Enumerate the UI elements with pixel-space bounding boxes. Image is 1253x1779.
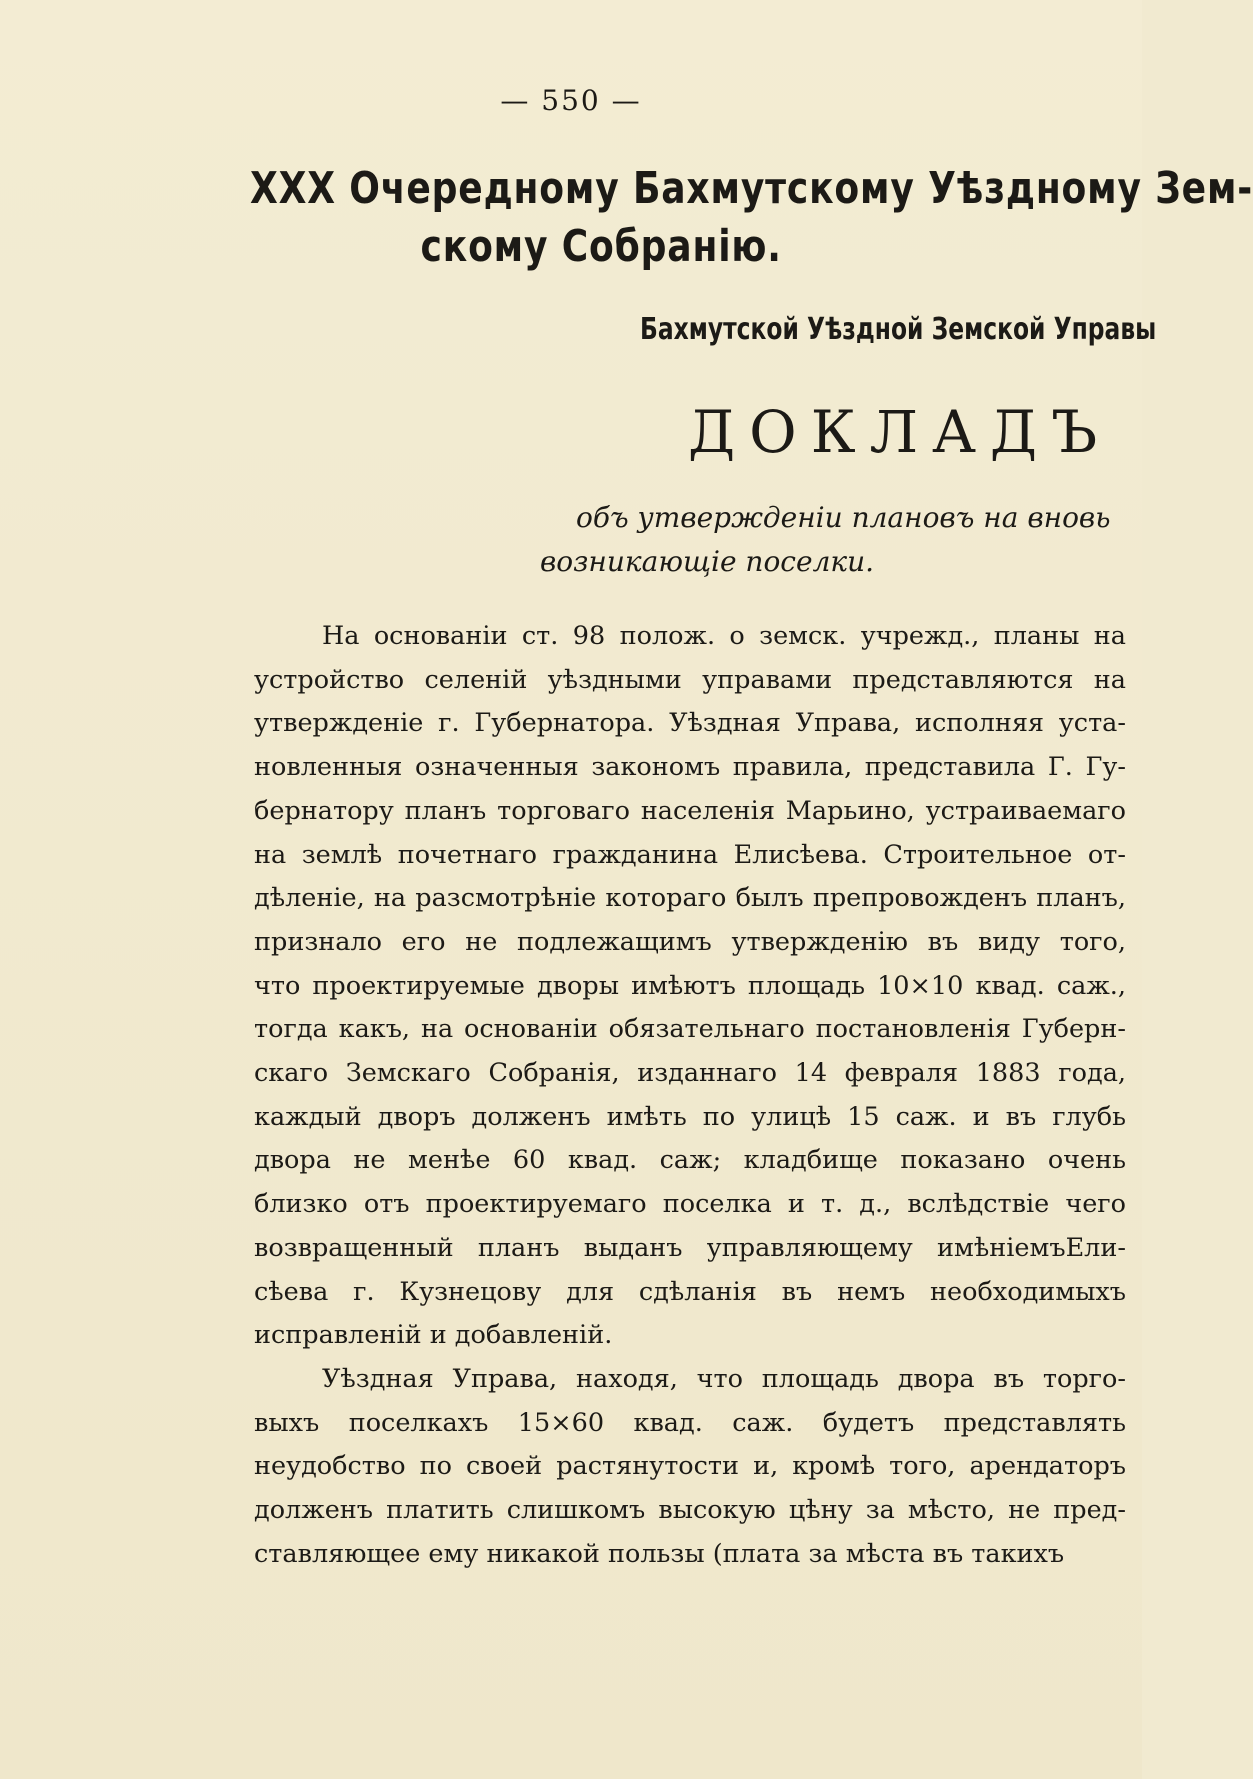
text-line: исправленій и добавленій. (254, 1320, 613, 1351)
paragraph (254, 1358, 1126, 1577)
text-line: новленныя означенныя закономъ правила, представила Г. Гу- (254, 752, 1126, 783)
text-line: На основаніи ст. 98 полож. о земск. учрежд., планы на (322, 621, 1126, 651)
text-line: устройство селеній уѣздными управами представляются на (254, 664, 1126, 695)
text-line: сѣева г. Кузнецову для сдѣланія въ немъ необходимыхъ (254, 1276, 1126, 1307)
title-line-2: скому Собранію. (420, 221, 782, 272)
text-line: скаго Земскаго Собранія, изданнаго 14 февраля 1883 года, (254, 1058, 1126, 1089)
text-line: ставляющее ему никакой пользы (плата за мѣста въ такихъ (254, 1538, 1065, 1569)
text-line: близко отъ проектируемаго поселка и т. д., вслѣдствіе чего (254, 1189, 1126, 1220)
addressee-title (250, 160, 1253, 276)
text-line: каждый дворъ долженъ имѣть по улицѣ 15 саж. и въ глубь (254, 1101, 1126, 1132)
text-line: бернатору планъ торговаго населенія Марьино, устраиваемаго (254, 795, 1126, 826)
text-line: признало его не подлежащимъ утвержденію въ виду того, (254, 926, 1126, 957)
text-line: что проектируемые дворы имѣютъ площадь 10×10 квад. саж., (254, 970, 1126, 1001)
report-heading: ДОКЛАДЪ (688, 398, 1112, 466)
subject-line-1: объ утвержденіи плановъ на вновь (576, 501, 1111, 534)
text-line: Уѣздная Управа, находя, что площадь двора въ торго- (322, 1363, 1126, 1394)
report-subject (540, 496, 1130, 584)
text-line: дѣленіе, на разсмотрѣніе котораго былъ препровожденъ планъ, (254, 883, 1126, 914)
text-line: неудобство по своей растянутости и, кромѣ того, арендаторъ (254, 1451, 1126, 1482)
text-line: на землѣ почетнаго гражданина Елисѣева. Строительное от- (254, 839, 1126, 870)
text-line: возвращенный планъ выданъ управляющему имѣніемъЕли- (254, 1232, 1126, 1263)
text-line: выхъ поселкахъ 15×60 квад. саж. будетъ представлять (254, 1407, 1126, 1438)
text-line: долженъ платить слишкомъ высокую цѣну за мѣсто, не пред- (254, 1495, 1126, 1526)
text-line: утвержденіе г. Губернатора. Уѣздная Управа, исполняя уста- (254, 708, 1126, 739)
page-number: — 550 — (500, 84, 642, 117)
issuing-authority: Бахмутской Уѣздной Земской Управы (640, 312, 1157, 347)
paragraph (254, 615, 1126, 1358)
body-text (254, 615, 1126, 1576)
title-line-1: XXX Очередному Бахмутскому Уѣздному Зем- (250, 163, 1253, 214)
subject-line-2: возникающіе поселки. (540, 545, 875, 578)
text-line: тогда какъ, на основаніи обязательнаго постановленія Губерн- (254, 1014, 1126, 1045)
text-line: двора не менѣе 60 квад. саж; кладбище показано очень (254, 1145, 1126, 1176)
